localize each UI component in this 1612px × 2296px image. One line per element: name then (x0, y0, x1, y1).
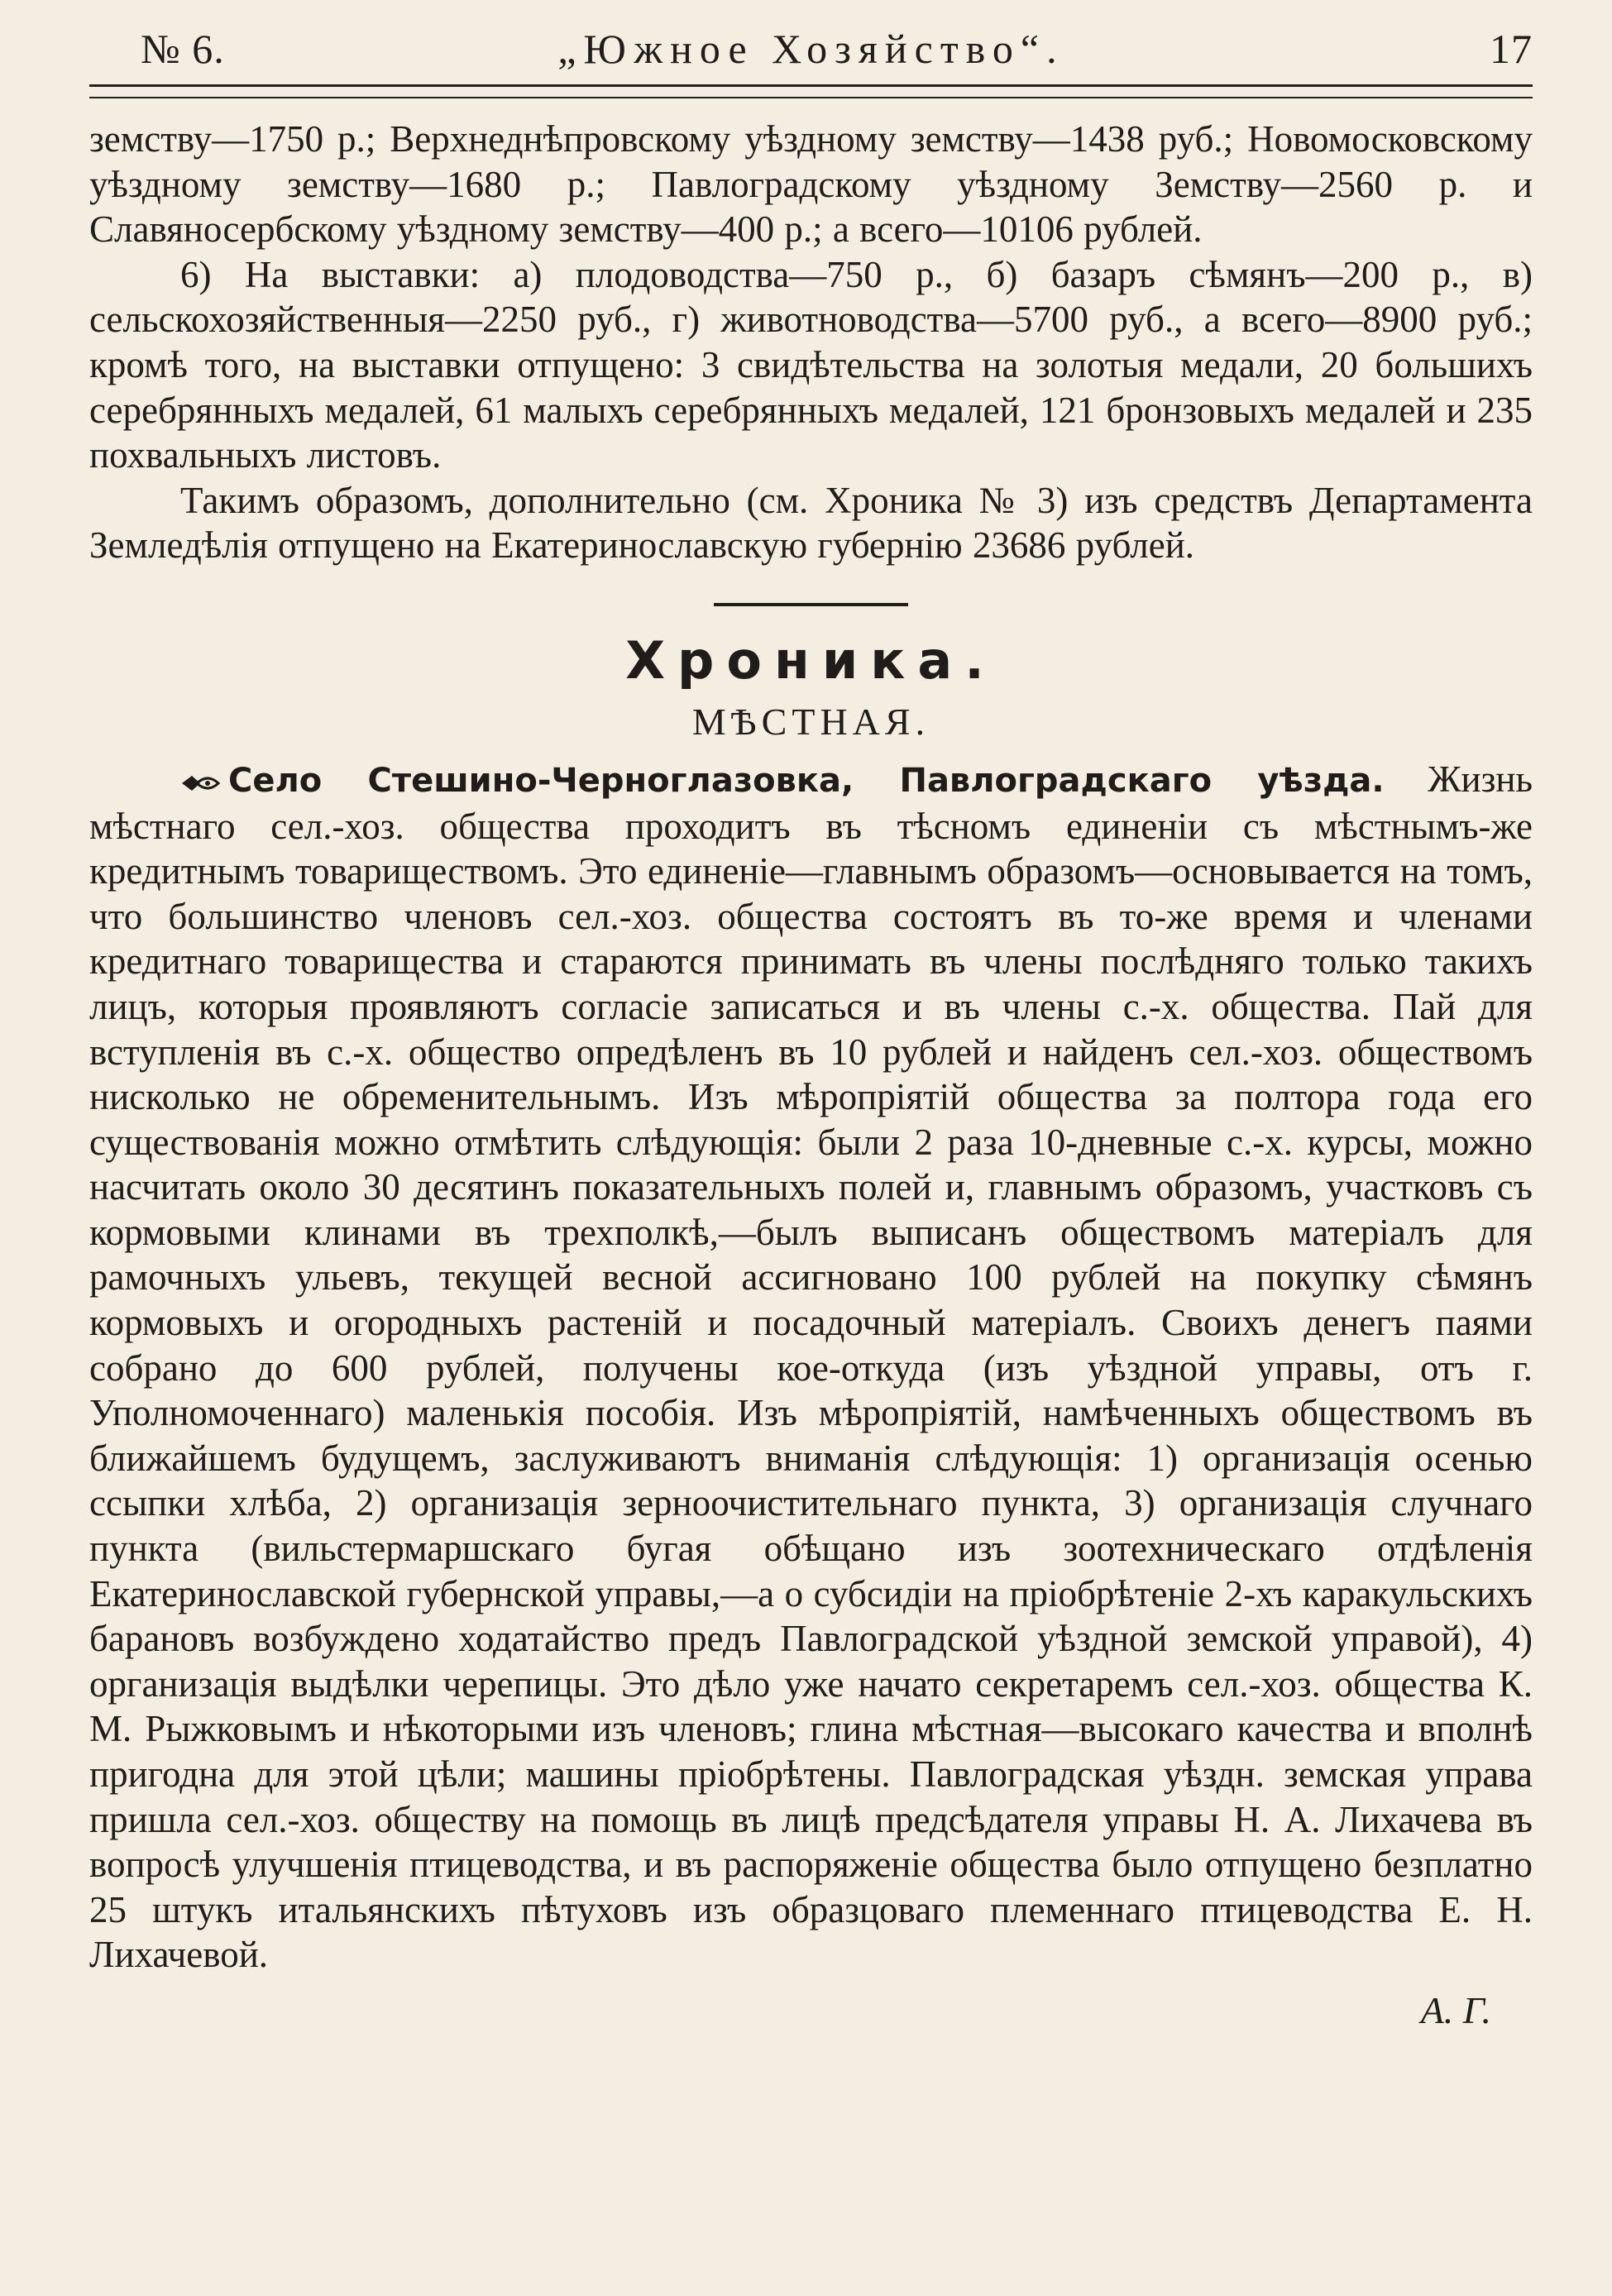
page-number: 17 (1490, 26, 1533, 72)
paragraph-zemstvo-totals: земству—1750 р.; Верхнеднѣпровскому уѣздному земству—1438 руб.; Новомосковскому уѣздному земству—1680 р.; Павлоградскому уѣздному Земству—2560 р. и Славяносербскому уѣздному земству—400 р.; а всего—10106 рублей. (89, 118, 1533, 251)
header-double-rule (89, 84, 1533, 98)
section-heading: Хроника. (625, 629, 997, 691)
continued-section (89, 117, 1533, 568)
place-title: Село Стешино-Черноглазовка, Павлоградскаго уѣзда. (228, 761, 1385, 800)
issue-number: № 6. (141, 26, 225, 72)
section-divider (714, 603, 908, 606)
chronicle-article (89, 757, 1533, 1978)
journal-title: „Южное Хозяйство“. (557, 26, 1064, 72)
running-header (89, 23, 1533, 74)
section-subheading: МѢСТНАЯ. (691, 700, 930, 743)
fleuron-icon (180, 772, 220, 795)
chronicle-body: Жизнь мѣстнаго сел.-хоз. общества проходитъ въ тѣсномъ единеніи съ мѣстнымъ-же кредитнымъ товариществомъ. Это единеніе—главнымъ образомъ—основывается на томъ, что большинство членовъ сел.-хоз. общества состоятъ въ то-же время и членами кредитнаго товарищества и стараются принимать въ члены послѣдняго только такихъ лицъ, которыя проявляютъ согласіе записаться и въ члены с.-х. общества. Пай для вступленія въ с.-х. общество опредѣленъ въ 10 рублей и найденъ сел.-хоз. обществомъ нисколько не обременительнымъ. Изъ мѣропріятій общества за полтора года его существованія можно отмѣтить слѣдующія: были 2 раза 10-дневные с.-х. курсы, можно насчитать около 30 десятинъ показательныхъ полей и, главнымъ образомъ, участковъ съ кормовыми клинами въ трехполкѣ,—былъ выписанъ обществомъ матеріалъ для рамочныхъ ульевъ, текущей весной ассигновано 100 рублей на покупку сѣмянъ кормовыхъ и огородныхъ растеній и посадочный матеріалъ. Своихъ денегъ паями собрано до 600 рублей, получены кое-откуда (изъ уѣздной управы, отъ г. Уполномоченнаго) маленькія пособія. Изъ мѣропріятій, намѣченныхъ обществомъ въ ближайшемъ будущемъ, заслуживаютъ вниманія слѣдующія: 1) организація осенью ссыпки хлѣба, 2) организація зерноочистительнаго пункта, 3) организація случнаго пункта (вильстермаршскаго бугая обѣщано изъ зоотехническаго отдѣленія Екатеринославской губернской управы,—а о субсидіи на пріобрѣтеніе 2-хъ каракульскихъ барановъ возбуждено ходатайство предъ Павлоградской уѣздной земской управой), 4) организація выдѣлки черепицы. Это дѣло уже начато секретаремъ сел.-хоз. общества К. М. Рыжковымъ и нѣкоторыми изъ членовъ; глина мѣстная—высокаго качества и вполнѣ пригодна для этой цѣли; машины пріобрѣтены. Павлоградская уѣздн. земская управа пришла сел.-хоз. обществу на помощь въ лицѣ предсѣдателя управы Н. А. Лихачева въ вопросѣ улучшенія птицеводства, и въ распоряженіе общества было отпущено безплатно 25 штукъ итальянскихъ пѣтуховъ изъ образцоваго племеннаго птицеводства Е. Н. Лихачевой. (89, 758, 1533, 1976)
chronicle-paragraph (89, 757, 1533, 1978)
paragraph-exhibitions: 6) На выставки: а) плодоводства—750 р., б) базаръ сѣмянъ—200 р., в) сельскохозяйственныя—2250 руб., г) животноводства—5700 руб., а всего—8900 руб.; кромѣ того, на выставки отпущено: 3 свидѣтельства на золотыя медали, 20 большихъ серебрянныхъ медалей, 61 малыхъ серебрянныхъ медалей, 121 бронзовыхъ медалей и 235 похвальныхъ листовъ. (89, 253, 1533, 476)
paragraph-summary: Такимъ образомъ, дополнительно (см. Хроника № 3) изъ средствъ Департамента Земледѣлія отпущено на Екатеринославскую губернію 23686 рублей. (89, 479, 1533, 567)
author-signature: А. Г. (1420, 1988, 1491, 2031)
